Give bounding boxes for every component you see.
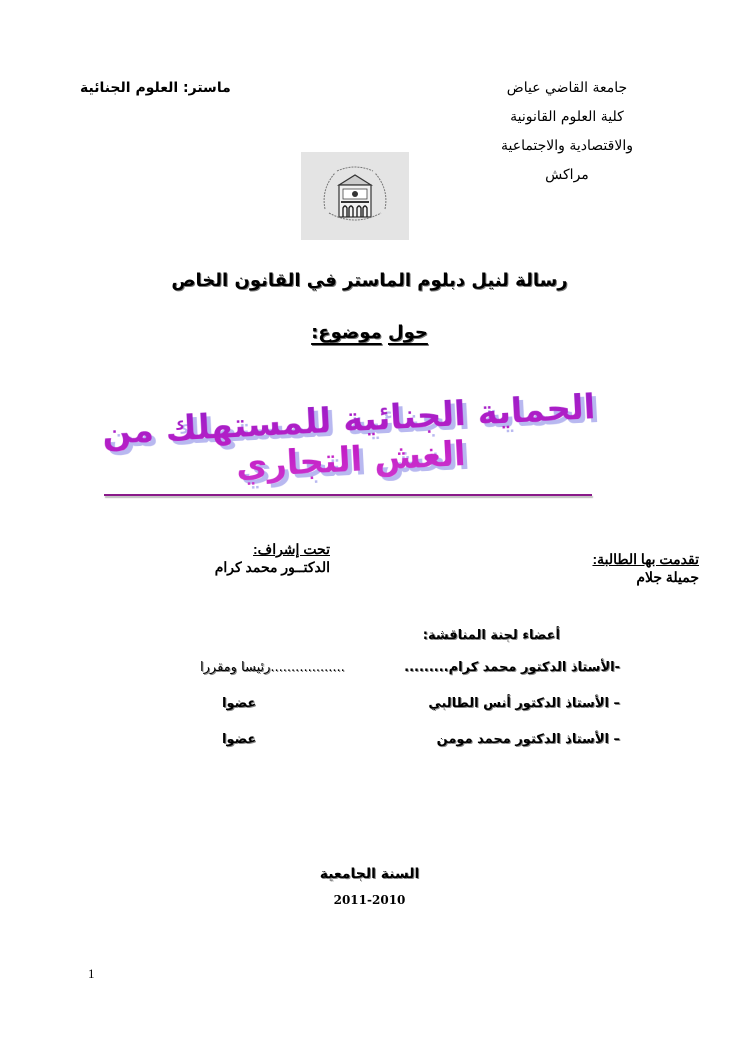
member-name: – الأستاذ الدكتور أنس الطالبي (428, 696, 620, 711)
academic-year-value: 2011-2010 (333, 893, 406, 907)
topic-label-word-1: حول (388, 322, 428, 343)
member-role: ..................رئيسا ومقررا (200, 660, 345, 675)
university-header (467, 74, 667, 190)
supervisor-name: الدكتــور محمد كرام (214, 559, 330, 575)
university-crest-icon (301, 152, 409, 240)
member-name: – الأستاذ الدكتور محمد مومن (436, 732, 620, 747)
student-heading: تقدمت بها الطالبة: (592, 551, 699, 567)
student-block (499, 550, 699, 586)
committee-member (200, 660, 620, 675)
academic-year-label: السنة الجامعية (319, 866, 420, 882)
city-name: مراكش (545, 167, 589, 183)
student-name: جميلة جلام (636, 569, 699, 585)
thesis-degree-line: رسالة لنيل دبلوم الماستر في القانون الخاص (171, 270, 568, 291)
title-underline-divider (104, 494, 592, 496)
supervisor-heading: تحت إشراف: (253, 541, 330, 557)
committee-member (200, 732, 620, 747)
committee-heading: أعضاء لجنة المناقشة: (422, 628, 560, 643)
supervisor-block (130, 540, 330, 576)
faculty-name-line-1: كلية العلوم القانونية (510, 109, 624, 125)
topic-label-word-2: موضوع: (311, 322, 382, 343)
member-role: عضوا (222, 696, 257, 711)
university-name: جامعة القاضي عياض (506, 80, 628, 96)
committee-member (200, 696, 620, 711)
page-number: 1 (88, 966, 95, 981)
thesis-title: الحماية الجنائية للمستهلك من الغش التجاري (98, 387, 602, 503)
master-program-label: ماستر: العلوم الجنائية (80, 80, 231, 96)
member-role: عضوا (222, 732, 257, 747)
faculty-name-line-2: والاقتصادية والاجتماعية (500, 138, 633, 154)
member-name: -الأستاذ الدكتور محمد كرام......... (404, 660, 620, 675)
topic-label (0, 322, 739, 343)
